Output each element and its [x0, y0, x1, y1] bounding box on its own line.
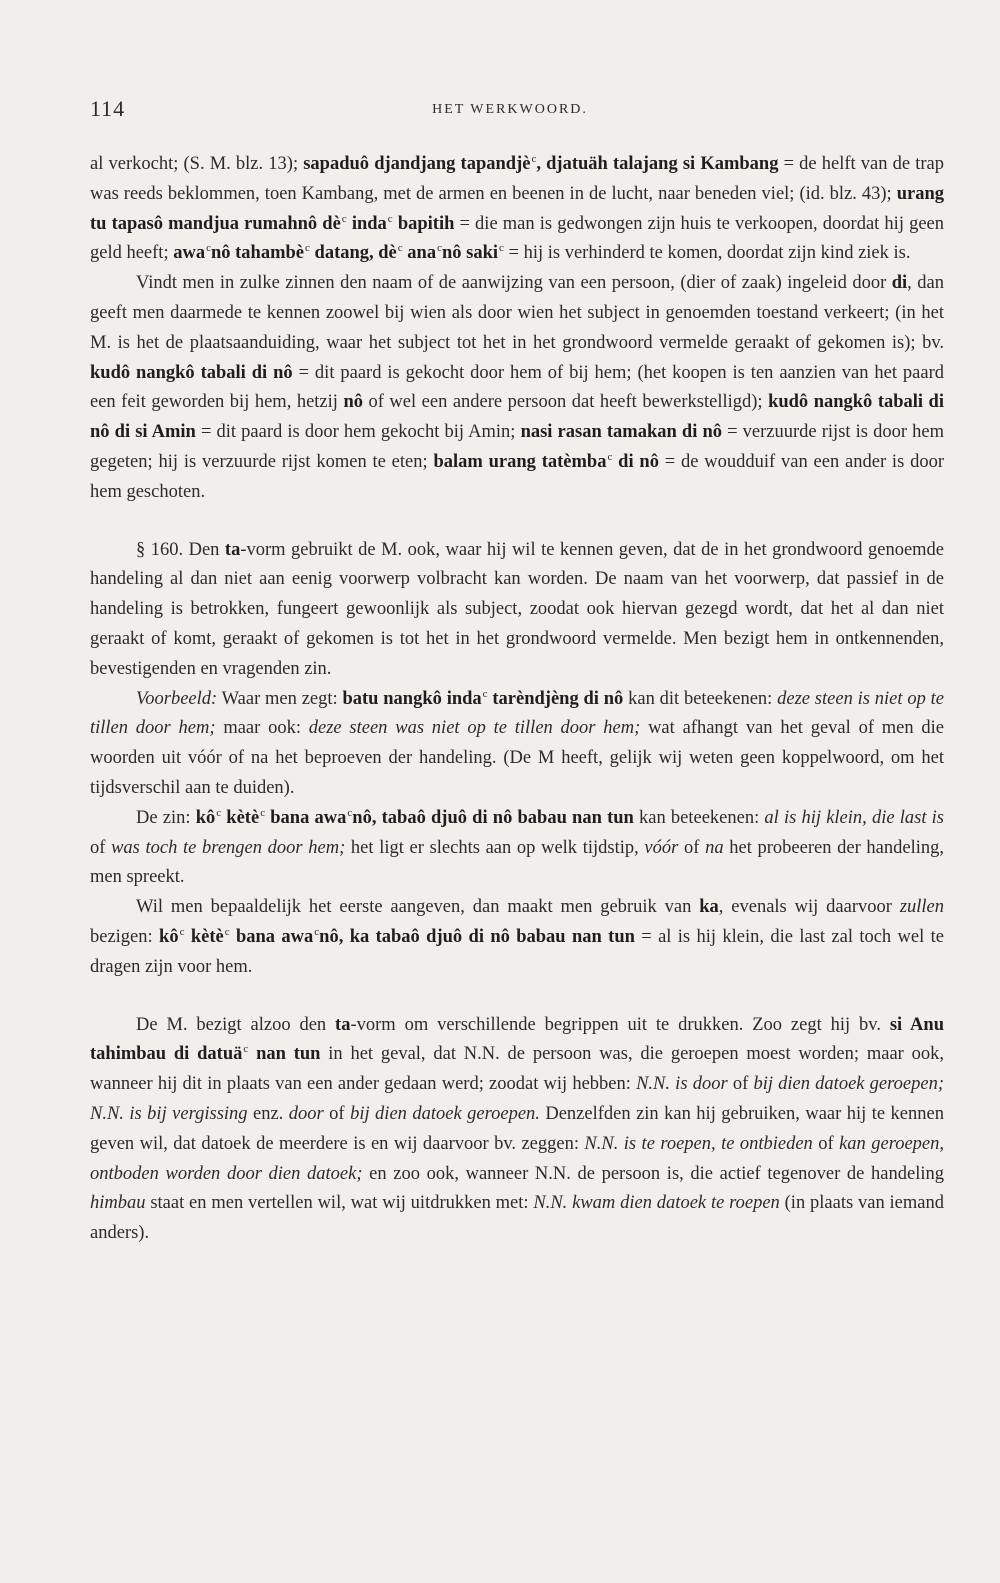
malay-term: awa — [173, 243, 206, 264]
dutch-gloss: al is hij klein, die last is — [764, 807, 945, 828]
malay-term: nô saki — [441, 243, 499, 264]
text-run: bezigen: — [90, 926, 160, 947]
page-header — [90, 96, 930, 126]
text-run: of — [727, 1074, 754, 1095]
dutch-gloss: N.N. kwam dien datoek te roepen — [533, 1193, 780, 1214]
malay-term: tarèndjèng di nô — [487, 688, 624, 709]
glottal-mark: c — [499, 242, 504, 255]
text-run: of wel een andere persoon dat heeft bewerkstelligd); — [363, 392, 769, 413]
malay-term: ana — [402, 243, 437, 264]
glottal-mark: c — [531, 153, 537, 165]
dutch-gloss: Voorbeeld: — [136, 688, 218, 709]
paragraph-p7 — [90, 1011, 944, 1249]
running-head: HET WERKWOORD. — [432, 102, 588, 117]
malay-term: nô, tabaô djuô di nô babau nan tun — [352, 807, 634, 828]
text-run: Waar men zegt: — [217, 688, 343, 709]
malay-term: nan tun — [248, 1044, 321, 1065]
malay-term: nô — [343, 392, 363, 413]
dutch-gloss: himbau — [90, 1193, 146, 1214]
malay-term: bana awa — [229, 926, 314, 947]
glottal-mark: c — [387, 212, 393, 225]
text-run: of — [90, 837, 112, 858]
dutch-gloss: deze steen is niet op te tillen door hem; — [90, 688, 944, 739]
malay-term: kudô nangkô tabali di nô di si Amin — [90, 392, 944, 443]
text-run: Vindt men in zulke zinnen den naam of de aanwijzing van een persoon, (dier of zaak) ingeleid door — [136, 273, 892, 294]
dutch-gloss: zullen — [899, 897, 945, 918]
text-run: het probeeren der handeling, men spreekt. — [90, 837, 944, 888]
malay-term: ta — [224, 539, 241, 560]
glottal-mark: c — [607, 450, 613, 463]
malay-term: si Anu tahimbau di datuä — [90, 1014, 944, 1065]
text-run: of — [323, 1103, 351, 1124]
malay-term: kudô nangkô tabali di nô — [90, 362, 293, 383]
text-run: het ligt er slechts aan op welk tijdstip, — [345, 837, 645, 858]
text-run: = dit paard is gekocht door hem of bij hem; (het koopen is ten aanzien van het paard een feit geworden bij hem, hetzij — [90, 362, 944, 413]
glottal-mark: c — [397, 242, 403, 255]
glottal-mark: c — [206, 242, 211, 255]
glottal-mark: c — [305, 242, 310, 255]
text-run: of — [678, 837, 706, 858]
malay-term: balam urang tatèmba — [433, 451, 607, 472]
text-run: kan beteekenen: — [633, 807, 765, 828]
text-run: = verzuurde rijst is door hem gegeten; hij is verzuurde rijst komen te eten; — [90, 422, 944, 472]
body-text — [90, 150, 944, 1249]
glottal-mark: c — [179, 925, 185, 938]
text-run: wat afhangt van het geval of men die woorden uit vóór of na het beproeven der handeling. (De M heeft, gelijk wij weten geen koppelwoord, om het tijdsverschil aan te duiden). — [90, 718, 945, 798]
malay-term: kô — [195, 807, 216, 828]
glottal-mark: c — [347, 806, 353, 819]
paragraph-p1 — [90, 150, 944, 269]
malay-term: kètè — [184, 926, 224, 947]
malay-term: sapaduô djandjang tapandjè — [303, 154, 531, 174]
paragraph-p2 — [90, 269, 944, 507]
text-run: in het geval, dat N.N. de persoon was, die geroepen moest worden; maar ook, wanneer hij dit in plaats van een ander gedaan werd; zoodat wij hebben: — [90, 1044, 945, 1095]
paragraph-p6 — [90, 893, 944, 982]
dutch-gloss: kan geroepen, ontboden worden door dien datoek; — [90, 1133, 945, 1184]
text-run: § 160. Den — [136, 539, 225, 560]
text-run: en zoo ook, wanneer N.N. de persoon is, die actief tegenover de handeling — [362, 1163, 944, 1184]
malay-term: datang, dè — [309, 243, 397, 264]
malay-term: ta — [335, 1014, 351, 1035]
glottal-mark: c — [216, 806, 222, 819]
dutch-gloss: bij dien datoek geroepen; N.N. is bij vergissing — [90, 1074, 944, 1124]
malay-term: bapitih — [392, 213, 455, 234]
malay-term: inda — [346, 213, 387, 234]
text-run: al verkocht; (S. M. blz. 13); — [90, 154, 304, 174]
text-run: , dan geeft men daarmede te kennen zoowel bij wien als door wien het subject in genoemden toestand verkeert; (in het M. is het de plaatsaanduiding, waar het subject tot het in het grondwoord vermelde geraakt of gekomen is); bv. — [90, 273, 944, 353]
malay-term: bana awa — [265, 807, 347, 828]
malay-term: , djatuäh talajang si Kambang — [536, 154, 779, 174]
paragraph-p4 — [90, 685, 944, 804]
text-run: staat en men vertellen wil, wat wij uitdrukken met: — [145, 1193, 534, 1214]
glottal-mark: c — [243, 1043, 249, 1056]
glottal-mark: c — [314, 925, 320, 938]
malay-term: nô, ka tabaô djuô di nô babau nan tun — [319, 926, 635, 947]
dutch-gloss: deze steen was niet op te tillen door hem; — [308, 718, 641, 739]
dutch-gloss: door — [288, 1103, 324, 1124]
malay-term: di — [891, 273, 908, 294]
text-run: = dit paard is door hem gekocht bij Amin; — [195, 422, 521, 443]
text-run: enz. — [247, 1103, 289, 1124]
dutch-gloss: N.N. is te roepen, te ontbieden — [584, 1133, 813, 1154]
text-run: = de woudduif van een ander is door hem geschoten. — [90, 451, 944, 502]
page-number: 114 — [90, 96, 126, 121]
text-run: Denzelfden zin kan hij gebruiken, waar hij te kennen geven wil, dat datoek de meerdere is en wij daarvoor bv. zeggen: — [90, 1103, 944, 1154]
dutch-gloss: bij dien datoek geroepen. — [350, 1103, 540, 1124]
dutch-gloss: vóór — [644, 837, 679, 858]
glottal-mark: c — [437, 242, 442, 255]
text-run: = die man is gedwongen zijn huis te verkoopen, doordat hij geen geld heeft; — [90, 213, 945, 264]
dutch-gloss: was toch te brengen door hem; — [111, 837, 346, 858]
glottal-mark: c — [341, 212, 347, 225]
malay-term: ka — [699, 897, 719, 918]
glottal-mark: c — [224, 925, 230, 938]
paragraph-p5 — [90, 804, 944, 893]
text-run: kan dit beteekenen: — [623, 688, 778, 709]
paragraph-p3 — [90, 536, 944, 685]
text-run: = al is hij klein, die last zal toch wel te dragen zijn voor hem. — [90, 926, 944, 977]
text-run: maar ook: — [215, 718, 309, 739]
malay-term: di nô — [612, 451, 659, 472]
text-run: of — [812, 1133, 840, 1154]
text-run: -vorm om verschillende begrippen uit te drukken. Zoo zegt hij bv. — [350, 1014, 890, 1035]
malay-term: nô tahambè — [210, 243, 305, 264]
malay-term: kètè — [221, 807, 260, 828]
text-run: De M. bezigt alzoo den — [136, 1014, 336, 1035]
text-run: -vorm gebruikt de M. ook, waar hij wil te kennen geven, dat de in het grondwoord genoemde handeling al dan niet aan eenig voorwerp volbracht kan worden. De naam van het voorwerp, dat passief in de handeling is betrokken, fungeert gewoonlijk als subject, zoodat ook hiervan gezegd wordt, dat het al dan niet geraakt of komt, geraakt of gekomen is tot het in het grondwoord vermelde. Men bezigt hem in ontkennenden, bevestigenden en vragenden zin. — [90, 539, 945, 679]
text-run: = de helft van de trap was reeds beklommen, toen Kambang, met de armen en beenen in de lucht, naar beneden viel; (id. blz. 43); — [90, 154, 945, 204]
dutch-gloss: N.N. is door — [636, 1074, 728, 1095]
text-run: = hij is verhinderd te komen, doordat zijn kind ziek is. — [503, 243, 911, 264]
dutch-gloss: na — [705, 837, 724, 858]
text-run: De zin: — [136, 807, 196, 828]
glottal-mark: c — [260, 806, 266, 819]
malay-term: nasi rasan tamakan di nô — [520, 422, 722, 443]
glottal-mark: c — [482, 687, 488, 700]
text-run: (in plaats van iemand anders). — [90, 1193, 944, 1244]
malay-term: batu nangkô inda — [342, 688, 482, 709]
text-run: , evenals wij daarvoor — [718, 897, 900, 918]
text-run: Wil men bepaaldelijk het eerste aangeven, dan maakt men gebruik van — [136, 897, 700, 918]
malay-term: kô — [159, 926, 179, 947]
malay-term: urang tu tapasô mandjua rumahnô dè — [90, 183, 944, 234]
